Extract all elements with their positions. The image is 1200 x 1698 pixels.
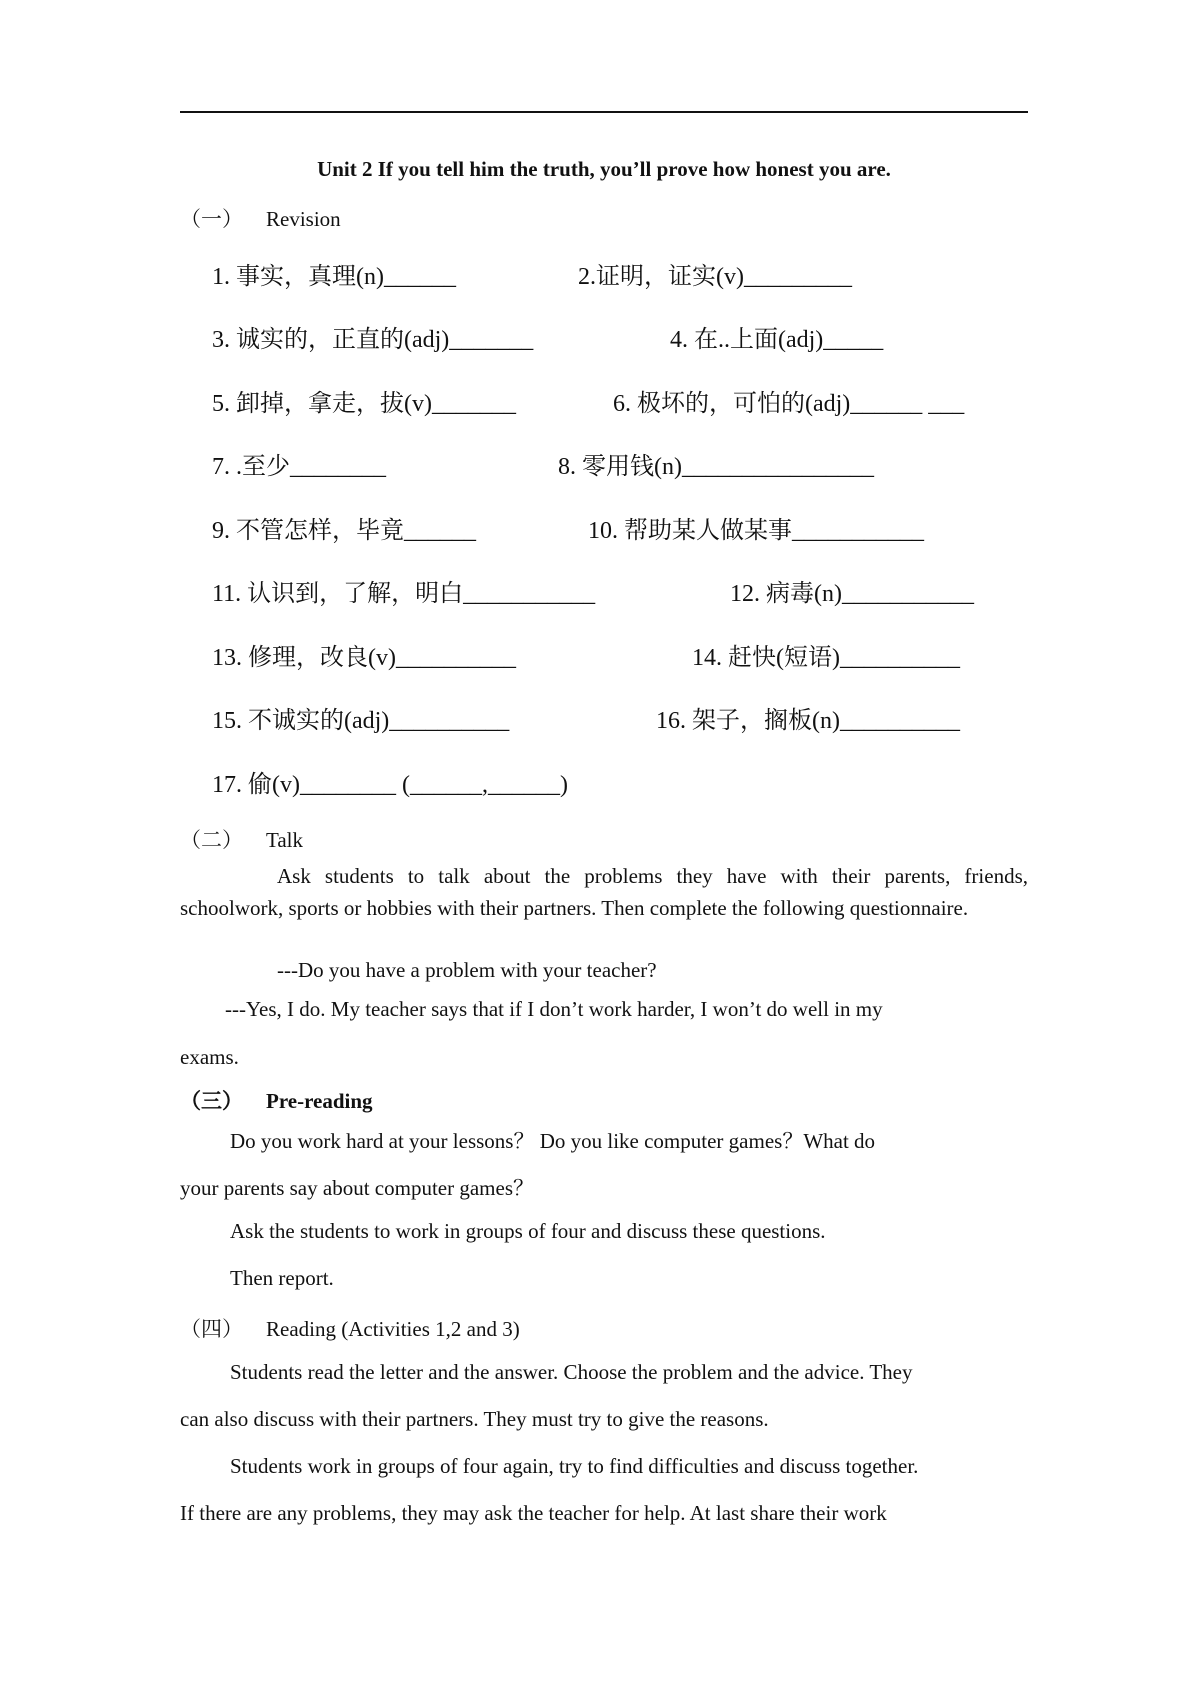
revision-item-1: 1. 事实，真理(n)______ bbox=[212, 264, 456, 290]
reading-paragraph-2-line-2: If there are any problems, they may ask the teacher for help. At last share their work bbox=[180, 1501, 887, 1525]
revision-item-15: 15. 不诚实的(adj)__________ bbox=[212, 708, 510, 734]
talk-answer-line-1: ---Yes, I do. My teacher says that if I don’t work harder, I won’t do well in my bbox=[225, 997, 883, 1021]
revision-item-6: 6. 极坏的，可怕的(adj)______ ___ bbox=[613, 391, 965, 417]
unit-title: Unit 2 If you tell him the truth, you’ll prove how honest you are. bbox=[317, 157, 891, 181]
section-label: Talk bbox=[266, 828, 304, 852]
revision-item-16: 16. 架子，搁板(n)__________ bbox=[656, 708, 960, 734]
revision-item-10: 10. 帮助某人做某事___________ bbox=[588, 518, 924, 544]
prereading-task: Ask the students to work in groups of four and discuss these questions. bbox=[230, 1219, 826, 1243]
section-label: Pre-reading bbox=[266, 1089, 373, 1113]
revision-item-17: 17. 偷(v)________ (______,______) bbox=[212, 772, 568, 798]
revision-item-14: 14. 赶快(短语)__________ bbox=[692, 645, 960, 671]
prereading-questions-line-1: Do you work hard at your lessons？ Do you like computer games？What do bbox=[230, 1129, 876, 1153]
header-rule bbox=[180, 111, 1028, 113]
section-heading-prereading bbox=[180, 1085, 373, 1115]
section-heading-talk bbox=[180, 824, 303, 854]
section-number: （一） bbox=[180, 207, 243, 231]
revision-item-11: 11. 认识到，了解，明白___________ bbox=[212, 581, 596, 607]
revision-item-7: 7. .至少________ bbox=[212, 454, 386, 480]
revision-item-3: 3. 诚实的，正直的(adj)_______ bbox=[212, 327, 534, 353]
revision-item-12: 12. 病毒(n)___________ bbox=[730, 581, 974, 607]
revision-item-9: 9. 不管怎样，毕竟______ bbox=[212, 518, 476, 544]
revision-item-4: 4. 在..上面(adj)_____ bbox=[670, 327, 884, 353]
talk-answer-line-2: exams. bbox=[180, 1045, 239, 1069]
section-heading-revision bbox=[180, 203, 341, 233]
section-label: Revision bbox=[266, 207, 341, 231]
reading-paragraph-2-line-1: Students work in groups of four again, try to find difficulties and discuss together. bbox=[230, 1454, 919, 1478]
section-number: （三） bbox=[180, 1089, 243, 1113]
revision-item-2: 2.证明，证实(v)_________ bbox=[578, 264, 852, 290]
revision-item-5: 5. 卸掉，拿走，拔(v)_______ bbox=[212, 391, 516, 417]
section-number: （四） bbox=[180, 1317, 243, 1341]
talk-question: ---Do you have a problem with your teacher? bbox=[277, 958, 657, 982]
reading-paragraph-1-line-1: Students read the letter and the answer. Choose the problem and the advice. They bbox=[230, 1360, 913, 1384]
prereading-report: Then report. bbox=[230, 1266, 334, 1290]
prereading-questions-line-2: your parents say about computer games？ bbox=[180, 1176, 534, 1200]
revision-item-8: 8. 零用钱(n)________________ bbox=[558, 454, 874, 480]
talk-instruction: Ask students to talk about the problems they have with their parents, friends, schoolwork, sports or hobbies with their partners. Then complete the following questionnaire. bbox=[180, 864, 1028, 920]
section-heading-reading bbox=[180, 1313, 520, 1343]
reading-paragraph-1-line-2: can also discuss with their partners. They must try to give the reasons. bbox=[180, 1407, 769, 1431]
section-label: Reading (Activities 1,2 and 3) bbox=[266, 1317, 520, 1341]
revision-item-13: 13. 修理，改良(v)__________ bbox=[212, 645, 516, 671]
section-number: （二） bbox=[180, 828, 243, 852]
